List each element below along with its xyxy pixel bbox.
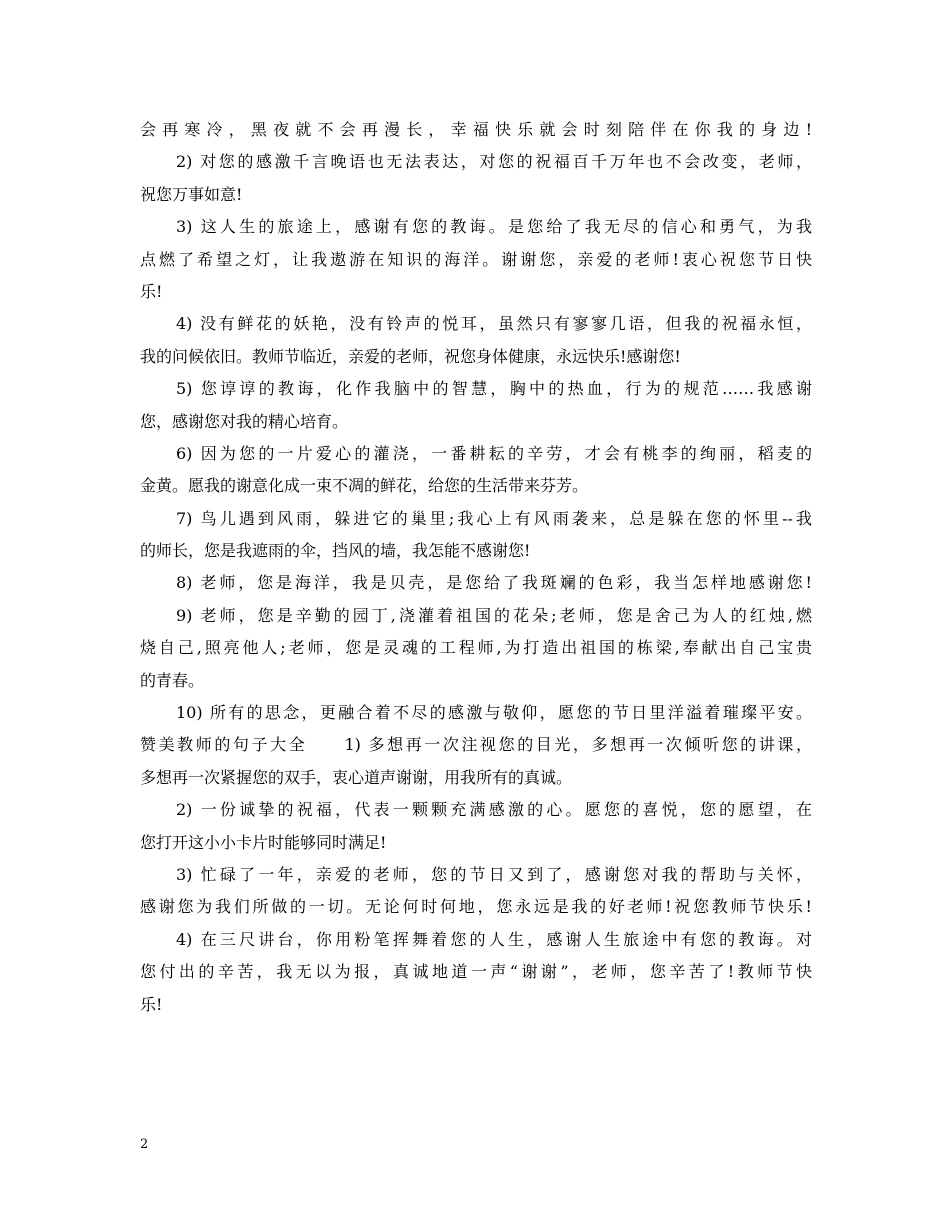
text-line: 乐! [140, 994, 163, 1014]
text-line: 我的问候依旧。教师节临近，亲爱的老师，祝您身体健康，永远快乐!感谢您! [140, 346, 681, 366]
text-line: 10) 所有的思念，更融合着不尽的感激与敬仰，愿您的节日里洋溢着璀璨平安。 [176, 703, 812, 723]
text-line: 8) 老师，您是海洋，我是贝壳，是您给了我斑斓的色彩，我当怎样地感谢您! [176, 573, 812, 593]
text-line: 赞美教师的句子大全 1) 多想再一次注视您的目光，多想再一次倾听您的讲课， [140, 735, 812, 755]
text-line: 6) 因为您的一片爱心的灌浇，一番耕耘的辛劳，才会有桃李的绚丽，稻麦的 [176, 443, 812, 463]
text-line: 乐! [140, 281, 163, 301]
text-line: 4) 在三尺讲台，你用粉笔挥舞着您的人生，感谢人生旅途中有您的教诲。对 [176, 929, 812, 949]
text-line: 烧自己,照亮他人;老师，您是灵魂的工程师,为打造出祖国的栋梁,奉献出自己宝贵 [140, 638, 812, 658]
text-line: 金黄。愿我的谢意化成一束不凋的鲜花，给您的生活带来芬芳。 [140, 476, 589, 496]
text-line: 多想再一次紧握您的双手，衷心道声谢谢，用我所有的真诚。 [140, 767, 573, 787]
text-line: 2) 对您的感激千言晚语也无法表达，对您的祝福百千万年也不会改变，老师， [176, 152, 812, 172]
text-line: 您付出的辛苦，我无以为报，真诚地道一声“谢谢”，老师，您辛苦了!教师节快 [140, 962, 812, 982]
text-line: 5) 您谆谆的教诲，化作我脑中的智慧，胸中的热血，行为的规范……我感谢 [176, 379, 812, 399]
text-line: 的师长，您是我遮雨的伞，挡风的墙，我怎能不感谢您! [140, 541, 531, 561]
text-line: 4) 没有鲜花的妖艳，没有铃声的悦耳，虽然只有寥寥几语，但我的祝福永恒， [176, 314, 812, 334]
body-text [140, 114, 812, 1021]
text-line: 2) 一份诚挚的祝福，代表一颗颗充满感激的心。愿您的喜悦，您的愿望，在 [176, 800, 812, 820]
text-line: 9) 老师，您是辛勤的园丁,浇灌着祖国的花朵;老师，您是舍己为人的红烛,燃 [176, 605, 812, 625]
text-line: 您，感谢您对我的精心培育。 [140, 411, 349, 431]
text-line: 您打开这小小卡片时能够同时满足! [140, 832, 387, 852]
text-line: 感谢您为我们所做的一切。无论何时何地，您永远是我的好老师!祝您教师节快乐! [140, 897, 812, 917]
text-line: 3) 忙碌了一年，亲爱的老师，您的节日又到了，感谢您对我的帮助与关怀， [176, 864, 812, 884]
text-line: 祝您万事如意! [140, 184, 243, 204]
text-line: 会再寒冷，黑夜就不会再漫长，幸福快乐就会时刻陪伴在你我的身边! [140, 120, 812, 139]
text-line: 7) 鸟儿遇到风雨，躲进它的巢里;我心上有风雨袭来，总是躲在您的怀里--我 [176, 508, 812, 528]
text-line: 点燃了希望之灯，让我遨游在知识的海洋。谢谢您，亲爱的老师!衷心祝您节日快 [140, 249, 812, 269]
page-number: 2 [140, 1137, 149, 1152]
text-line: 3) 这人生的旅途上，感谢有您的教诲。是您给了我无尽的信心和勇气，为我 [176, 217, 812, 237]
text-line: 的青春。 [140, 670, 205, 690]
